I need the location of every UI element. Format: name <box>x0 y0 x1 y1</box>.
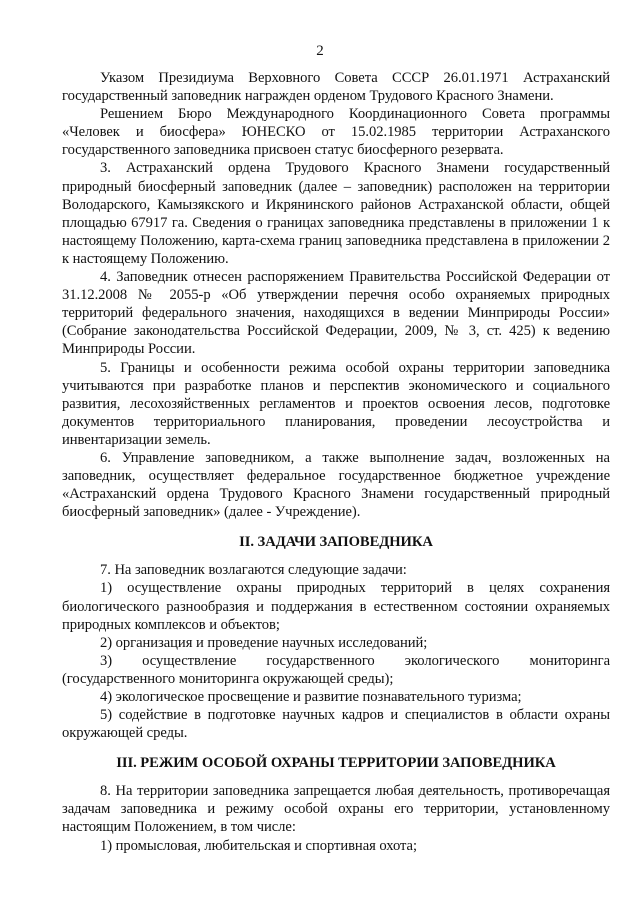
task-item-2: 2) организация и проведение научных исследований; <box>100 634 428 651</box>
paragraph-7-tasks-intro: 7. На заповедник возлагаются следующие задачи: <box>100 562 407 579</box>
prohibition-item-1: 1) промысловая, любительская и спортивная охота; <box>100 837 417 854</box>
paragraph-4-jurisdiction: 4. Заповедник отнесен распоряжением Правительства Российской Федерации от 31.12.2008 № 2055-р «Об утверждении перечня особо охраняемых природных территорий федерального значения, находящихся в ведении Минприроды России» (Собрание законодательства Российской Федерации, 2009, № 3, ст. 425) к ведению Минприроды России. <box>62 269 610 358</box>
paragraph-unesco-status: Решением Бюро Международного Координационного Совета программы «Человек и биосфера» ЮНЕСКО от 15.02.1985 территории Астраханского государственного заповедника присвоен статус биосферного резервата. <box>62 106 610 159</box>
paragraph-5-boundaries: 5. Границы и особенности режима особой охраны территории заповедника учитываются при разработке планов и перспектив экономического и социального развития, лесохозяйственных регламентов и проектов освоения лесов, подготовке документов территориального планирования, проведении лесоустройства и инвентаризации земель. <box>62 359 610 448</box>
task-item-1: 1) осуществление охраны природных территорий в целях сохранения биологического разнообразия и поддержания в естественном состоянии охраняемых природных комплексов и объектов; <box>62 580 610 633</box>
page-number: 2 <box>316 43 324 59</box>
section-heading-protection-regime: III. РЕЖИМ ОСОБОЙ ОХРАНЫ ТЕРРИТОРИИ ЗАПОВЕДНИКА <box>116 755 556 772</box>
task-item-3: 3) осуществление государственного экологического мониторинга (государственного мониторинга окружающей среды); <box>62 652 610 687</box>
section-heading-tasks: II. ЗАДАЧИ ЗАПОВЕДНИКА <box>239 534 433 551</box>
paragraph-6-management: 6. Управление заповедником, а также выполнение задач, возложенных на заповедник, осуществляет федеральное государственное бюджетное учреждение «Астраханский ордена Трудового Красного Знамени государственный природный биосферный заповедник» (далее - Учреждение). <box>62 449 610 521</box>
task-item-5: 5) содействие в подготовке научных кадров и специалистов в области охраны окружающей среды. <box>62 707 610 742</box>
document-body <box>62 69 610 855</box>
paragraph-award-decree: Указом Президиума Верховного Совета СССР 26.01.1971 Астраханский государственный заповедник награжден орденом Трудового Красного Знамени. <box>62 70 610 105</box>
task-item-4: 4) экологическое просвещение и развитие познавательного туризма; <box>100 689 522 705</box>
paragraph-3-location: 3. Астраханский ордена Трудового Красного Знамени государственный природный биосферный заповедник (далее – заповедник) расположен на территории Володарского, Камызякского и Икрянинского районов Астраханской области, общей площадью 67917 га. Сведения о границах заповедника представлены в приложении 1 к настоящему Положению, карта-схема границ заповедника представлена в приложении 2 к настоящему Положению. <box>62 160 610 267</box>
paragraph-8-prohibitions: 8. На территории заповедника запрещается любая деятельность, противоречащая задачам заповедника и режиму особой охраны его территории, установленному настоящим Положением, в том числе: <box>62 783 610 836</box>
